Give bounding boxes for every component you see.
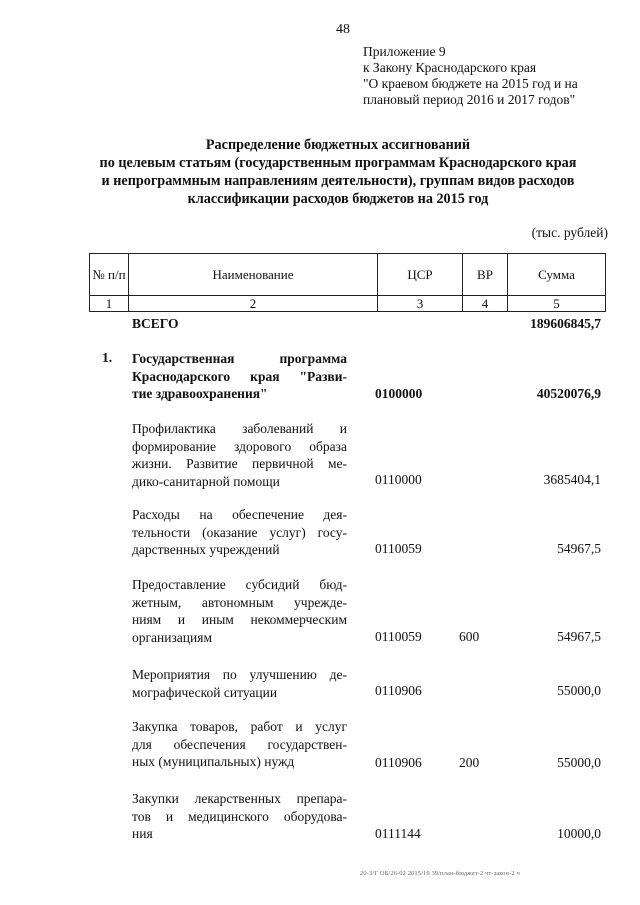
column-index: 1: [90, 296, 129, 312]
total-sum: 189606845,7: [530, 316, 601, 331]
column-index: 2: [129, 296, 378, 312]
row-name-line: Закупка товаров, работ и услуг: [132, 719, 347, 734]
row-name-line: Предоставление субсидий бюд-: [132, 577, 347, 592]
row-sum: 54967,5: [557, 541, 601, 556]
row-name-line: Профилактика заболеваний и: [132, 421, 347, 436]
row-name: [132, 506, 347, 559]
appendix-line: к Закону Краснодарского края: [363, 60, 537, 75]
row-sum: 10000,0: [557, 826, 601, 841]
row-name-line: дарственных учреждений: [132, 542, 280, 557]
row-csr: 0100000: [375, 386, 423, 401]
row-csr: 0110906: [375, 683, 422, 698]
row-vr: 200: [459, 755, 480, 770]
row-name-line: организациям: [132, 629, 213, 645]
document-title: [60, 136, 616, 208]
header-sum: Сумма: [508, 254, 606, 296]
row-vr: 600: [459, 629, 480, 644]
appendix-header: [363, 44, 578, 108]
header-csr: ЦСР: [378, 254, 463, 296]
row-name-line: Краснодарского края "Разви-: [132, 368, 347, 384]
row-name: [132, 790, 347, 843]
page-number: 48: [336, 22, 350, 37]
row-sum: 40520076,9: [536, 386, 601, 401]
total-label: ВСЕГО: [132, 316, 179, 331]
row-sum: 54967,5: [557, 629, 601, 644]
header-vr: ВР: [463, 254, 508, 296]
row-name-line: тельности (оказание услуг) госу-: [132, 524, 347, 540]
header-num: № п/п: [90, 254, 129, 296]
row-csr: 0110906: [375, 755, 422, 770]
row-name-line: тие здравоохранения": [132, 386, 268, 401]
row-name-line: для обеспечения государствен-: [132, 736, 347, 752]
document-footer-code: 20-3/Г ОБ/26-02 2015/19 39/план-бюджет-2 чт-закон-2 ч: [360, 870, 520, 877]
row-name: [132, 576, 347, 646]
header-row: [90, 254, 606, 296]
row-name: [132, 718, 347, 771]
row-sum: 3685404,1: [543, 472, 601, 487]
row-name-line: формирование здорового образа: [132, 438, 347, 454]
row-name-line: ных (муниципальных) нужд: [132, 754, 295, 769]
units-label: (тыс. рублей): [531, 225, 608, 240]
row-name-line: мографической ситуации: [132, 684, 278, 700]
row-name-line: ния: [132, 826, 153, 841]
title-line: Распределение бюджетных ассигнований: [205, 137, 471, 153]
row-csr: 0111144: [375, 826, 421, 841]
row-name-line: жизни. Развитие первичной ме-: [132, 456, 347, 471]
row-name-line: тов и медицинского оборудова-: [132, 808, 347, 824]
row-csr: 0110059: [375, 541, 422, 556]
row-csr: 0110059: [375, 629, 422, 644]
row-name: [132, 350, 347, 403]
appendix-line: Приложение 9: [363, 44, 446, 59]
row-number: 1.: [102, 350, 113, 365]
row-name-line: ниям и иным некоммерческим: [132, 612, 347, 627]
row-sum: 55000,0: [557, 683, 601, 698]
row-sum: 55000,0: [557, 755, 601, 770]
title-line: и непрограммным направлениям деятельности), группам видов расходов: [101, 173, 575, 189]
title-line: по целевым статьям (государственным программам Краснодарского края: [99, 155, 577, 171]
header-name: Наименование: [129, 254, 378, 296]
column-index: 4: [463, 296, 508, 312]
row-name: [132, 666, 347, 701]
row-csr: 0110000: [375, 472, 422, 487]
appendix-line: "О краевом бюджете на 2015 год и на: [363, 76, 578, 91]
column-index-row: [90, 296, 606, 312]
row-name-line: дико-санитарной помощи: [132, 473, 280, 489]
table-header: [89, 253, 606, 312]
row-name-line: Расходы на обеспечение дея-: [132, 507, 347, 522]
row-name-line: Государственная программа: [132, 351, 347, 366]
column-index: 3: [378, 296, 463, 312]
row-name-line: жетным, автономным учрежде-: [132, 594, 347, 610]
row-name-line: Закупки лекарственных препара-: [132, 791, 347, 806]
row-name-line: Мероприятия по улучшению де-: [132, 667, 347, 682]
appendix-line: плановый период 2016 и 2017 годов": [363, 92, 576, 107]
title-line: классификации расходов бюджетов на 2015 год: [187, 191, 489, 207]
row-name: [132, 420, 347, 490]
column-index: 5: [508, 296, 606, 312]
